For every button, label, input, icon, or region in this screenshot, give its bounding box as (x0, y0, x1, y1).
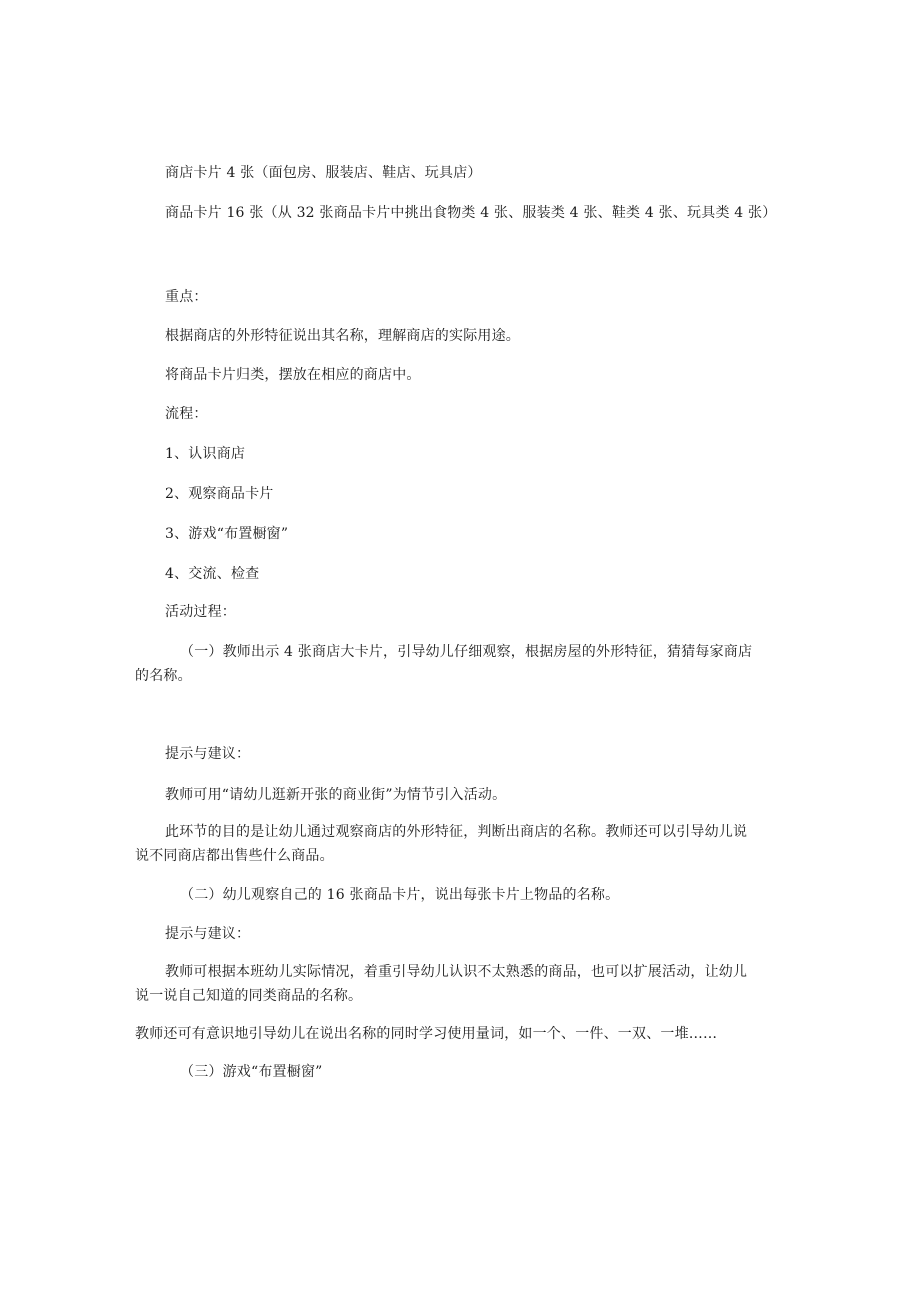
tips-heading-2: 提示与建议： (165, 926, 251, 942)
flow-step: 2、观察商品卡片 (165, 486, 274, 502)
tip-item: 教师还可有意识地引导幼儿在说出名称的同时学习使用量词，如一个、一件、一双、一堆…… (135, 1026, 718, 1042)
key-point-item: 将商品卡片归类，摆放在相应的商店中。 (165, 367, 421, 383)
tip-item: 教师可用“请幼儿逛新开张的商业街”为情节引入活动。 (165, 787, 507, 803)
process-part-3: （三）游戏“布置橱窗” (180, 1064, 323, 1080)
tip-item: 教师可根据本班幼儿实际情况，着重引导幼儿认识不太熟悉的商品，也可以扩展活动，让幼儿说一说自己知道的同类商品的名称。 (135, 964, 748, 1004)
process-part-1: （一）教师出示 4 张商店大卡片，引导幼儿仔细观察，根据房屋的外形特征，猜猜每家商店的名称。 (135, 644, 753, 684)
flow-step: 1、认识商店 (165, 446, 246, 462)
process-heading: 活动过程： (165, 604, 236, 620)
tip-item: 此环节的目的是让幼儿通过观察商店的外形特征，判断出商店的名称。教师还可以引导幼儿说说不同商店都出售些什么商品。 (135, 824, 748, 864)
tips-heading-1: 提示与建议： (165, 746, 251, 762)
flow-step: 4、交流、检查 (165, 566, 260, 582)
key-points-heading: 重点： (165, 289, 208, 305)
process-part-2: （二）幼儿观察自己的 16 张商品卡片，说出每张卡片上物品的名称。 (180, 887, 620, 903)
materials-shop-cards: 商店卡片 4 张（面包房、服装店、鞋店、玩具店） (165, 165, 482, 181)
materials-goods-cards: 商品卡片 16 张（从 32 张商品卡片中挑出食物类 4 张、服装类 4 张、鞋类 4 张、玩具类 4 张） (165, 205, 777, 221)
flow-heading: 流程： (165, 406, 208, 422)
flow-step: 3、游戏“布置橱窗” (165, 526, 289, 542)
key-point-item: 根据商店的外形特征说出其名称，理解商店的实际用途。 (165, 328, 520, 344)
